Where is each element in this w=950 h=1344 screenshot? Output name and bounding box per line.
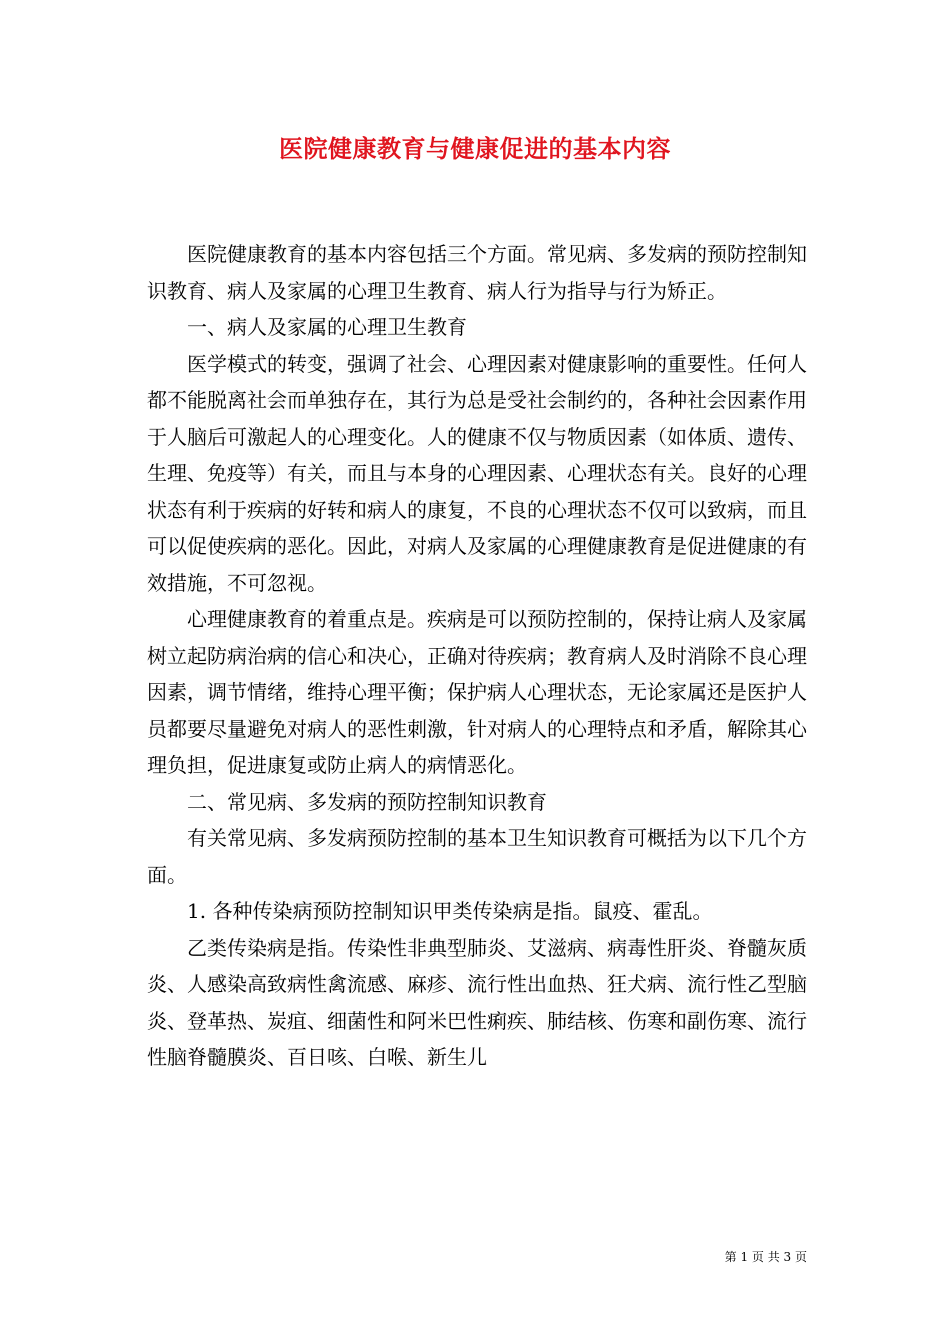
paragraph-class-b-diseases: 乙类传染病是指。传染性非典型肺炎、艾滋病、病毒性肝炎、脊髓灰质炎、人感染高致病性禽流感、麻疹、流行性出血热、狂犬病、流行性乙型脑炎、登革热、炭疽、细菌性和阿米巴性痢疾、肺结核、伤寒和副伤寒、流行性脑脊髓膜炎、百日咳、白喉、新生儿 bbox=[147, 935, 807, 1069]
paragraph-mental-health-focus: 心理健康教育的着重点是。疾病是可以预防控制的，保持让病人及家属树立起防病治病的信心和决心，正确对待疾病；教育病人及时消除不良心理因素，调节情绪，维持心理平衡；保护病人心理状态，无论家属还是医护人员都要尽量避免对病人的恶性刺激，针对病人的心理特点和矛盾，解除其心理负担，促进康复或防止病人的病情恶化。 bbox=[147, 607, 807, 777]
paragraph-prevention-overview: 有关常见病、多发病预防控制的基本卫生知识教育可概括为以下几个方面。 bbox=[147, 826, 807, 887]
paragraph-class-a-diseases: 1. 各种传染病预防控制知识甲类传染病是指。鼠疫、霍乱。 bbox=[187, 899, 713, 923]
paragraph-medical-model: 医学模式的转变，强调了社会、心理因素对健康影响的重要性。任何人都不能脱离社会而单独存在，其行为总是受社会制约的，各种社会因素作用于人脑后可激起人的心理变化。人的健康不仅与物质因素（如体质、遗传、生理、免疫等）有关，而且与本身的心理因素、心理状态有关。良好的心理状态有利于疾病的好转和病人的康复，不良的心理状态不仅可以致病，而且可以促使疾病的恶化。因此，对病人及家属的心理健康教育是促进健康的有效措施，不可忽视。 bbox=[147, 351, 807, 595]
document-title: 医院健康教育与健康促进的基本内容 bbox=[279, 134, 671, 163]
intro-paragraph: 医院健康教育的基本内容包括三个方面。常见病、多发病的预防控制知识教育、病人及家属的心理卫生教育、病人行为指导与行为矫正。 bbox=[147, 242, 807, 303]
section-heading-psychological-education: 一、病人及家属的心理卫生教育 bbox=[187, 315, 467, 339]
section-heading-disease-prevention: 二、常见病、多发病的预防控制知识教育 bbox=[187, 789, 547, 814]
page-number: 第 1 页 共 3 页 bbox=[724, 1250, 807, 1264]
document-body bbox=[147, 236, 807, 1076]
